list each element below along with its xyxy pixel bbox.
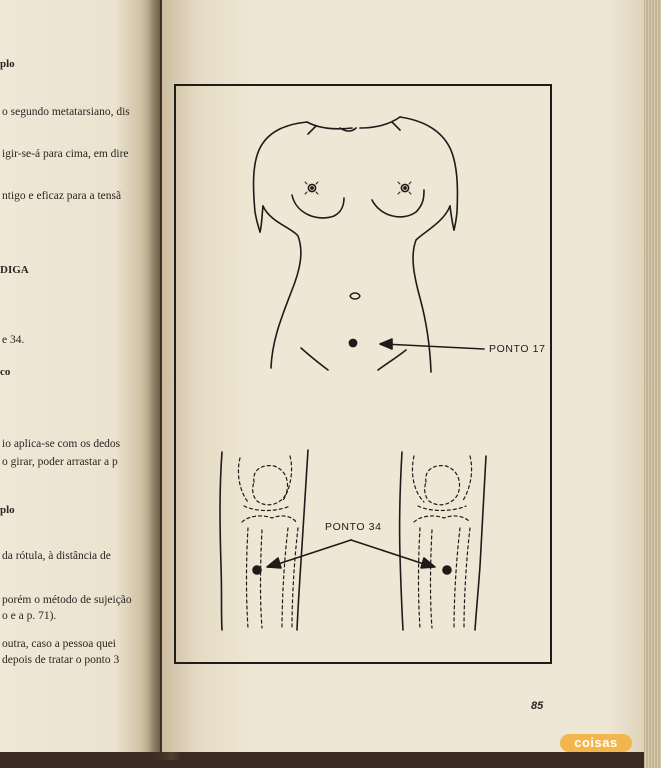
left-text-fragment: plo	[0, 504, 15, 516]
left-text-fragment: o e a p. 71).	[2, 610, 57, 622]
left-text-fragment: plo	[0, 58, 15, 70]
left-text-fragment: outra, caso a pessoa quei	[2, 638, 117, 650]
left-text-fragment: co	[0, 366, 11, 378]
left-text-fragment: igir-se-á para cima, em dire	[2, 148, 129, 160]
torso-drawing	[254, 117, 484, 372]
left-text-fragment: porém o método de sujeição	[2, 594, 132, 606]
left-text-fragment: o girar, poder arrastar a p	[2, 456, 118, 468]
ponto-17-label: PONTO 17	[489, 343, 546, 355]
left-text-fragment: DIGA	[0, 264, 29, 276]
left-text-fragment: ntigo e eficaz para a tensã	[2, 190, 122, 202]
left-text-fragment: o segundo metatarsiano, dis	[2, 106, 130, 118]
knees-drawing	[220, 450, 486, 630]
left-text-fragment: io aplica-se com os dedos	[2, 438, 121, 450]
ponto-34-label: PONTO 34	[325, 521, 382, 533]
page-number: 85	[531, 700, 544, 712]
left-text-fragment: depois de tratar o ponto 3	[2, 654, 120, 666]
left-text-fragment: e 34.	[2, 334, 25, 346]
left-text-fragment: da rótula, à distância de	[2, 550, 111, 562]
watermark-logo: coisas	[560, 734, 632, 752]
